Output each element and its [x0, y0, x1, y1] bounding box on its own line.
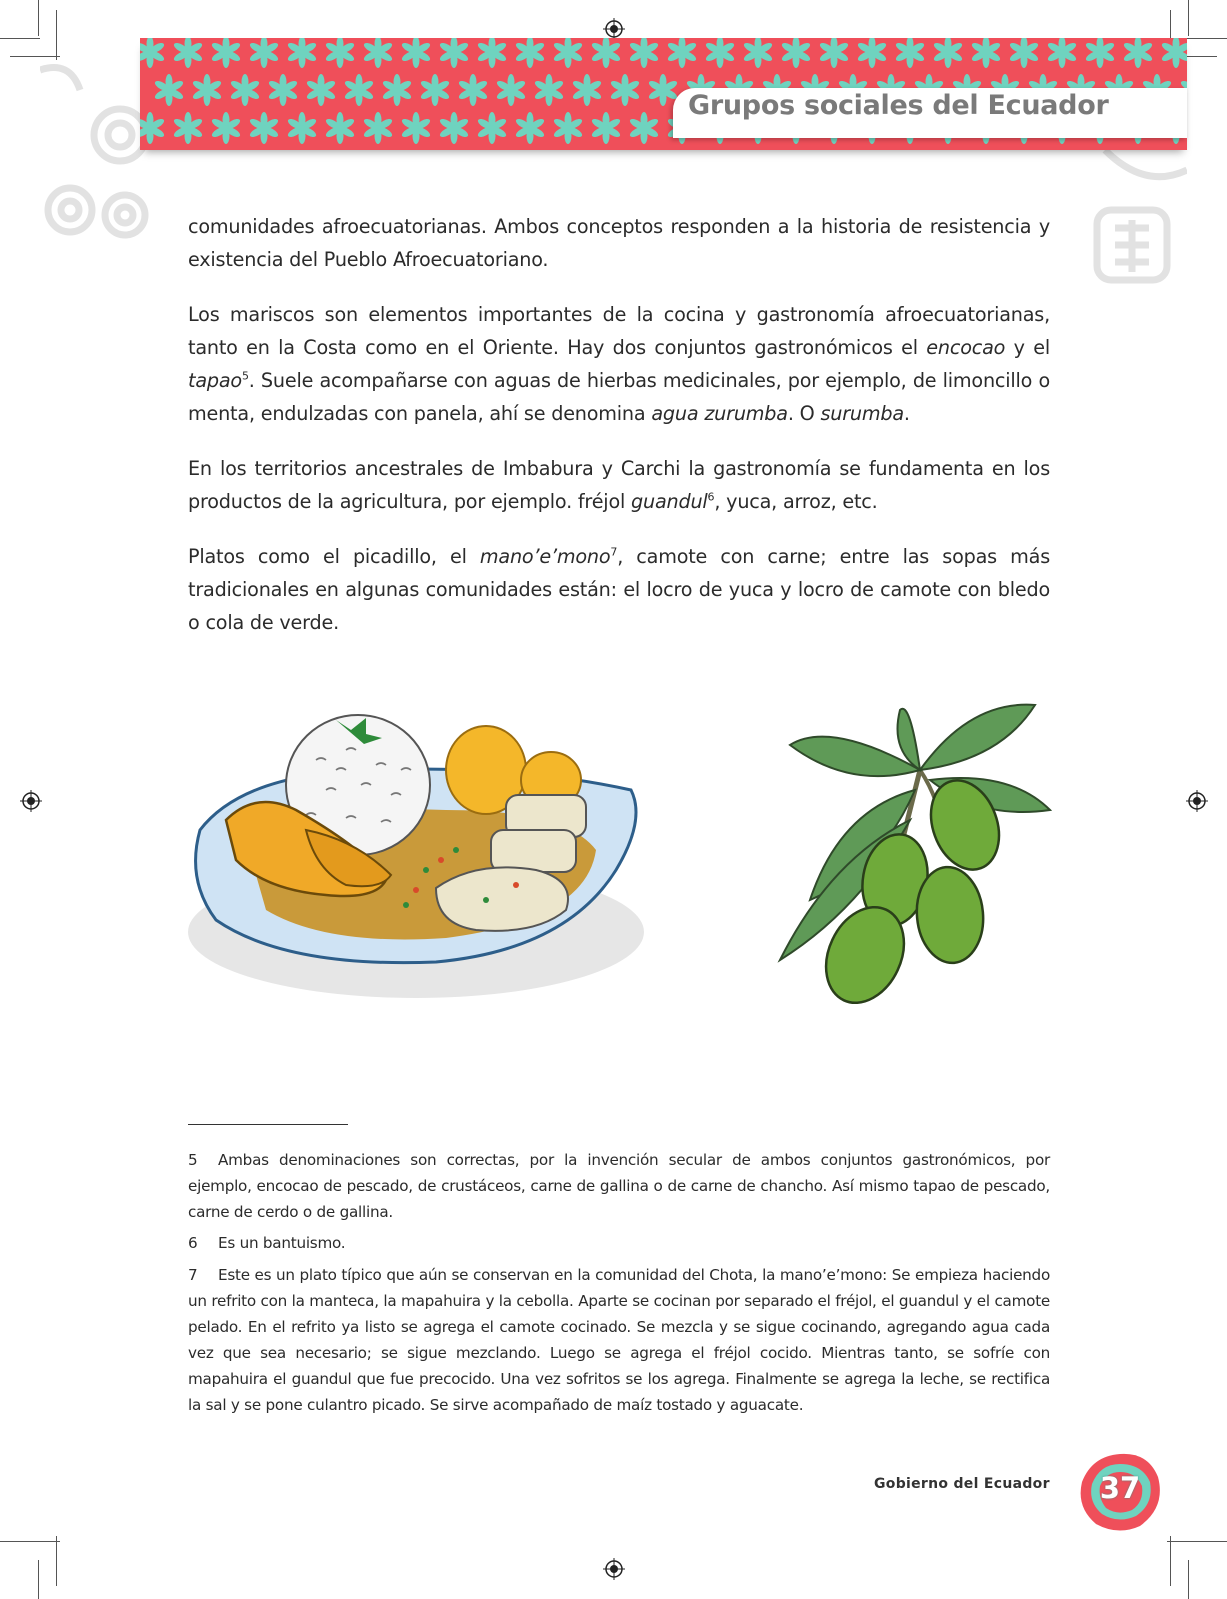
italic-term: agua zurumba: [651, 402, 788, 425]
paragraph-text: . Suele acompañarse con aguas de hierbas medicinales, por ejemplo, de limoncillo o menta, endulzadas con panela, ahí se denomina: [188, 369, 1050, 425]
italic-term: tapao: [188, 369, 242, 392]
footnote-rule: [188, 1124, 348, 1125]
paragraph-text: comunidades afroecuatorianas. Ambos conceptos responden a la historia de resistencia y existencia del Pueblo Afroecuatoriano.: [188, 215, 1050, 271]
footnote-ref: 7: [610, 545, 618, 559]
footnote-number: 5: [188, 1151, 198, 1169]
paragraph-text: , camote con carne; entre las sopas más tradicionales en algunas comunidades están: el locro de yuca y locro de camote con bledo o cola de verde.: [188, 545, 1051, 634]
crop-mark: [1187, 38, 1227, 39]
footnote-5: [188, 1147, 1050, 1225]
paragraph-text: , yuca, arroz, etc.: [714, 490, 878, 513]
avocado-branch-illustration: [770, 700, 1060, 1030]
crop-mark: [1170, 1536, 1171, 1586]
crop-mark: [1167, 1541, 1217, 1542]
crop-mark: [10, 1541, 60, 1542]
crop-mark: [1188, 1560, 1189, 1599]
paragraph-text: . O: [787, 402, 821, 425]
italic-term: encocao: [926, 336, 1006, 359]
paragraph-text: En los territorios ancestrales de Imbabura y Carchi la gastronomía se fundamenta en los productos de la agricultura, por ejemplo. fréjol: [188, 457, 1050, 513]
swirl-ornament-icon: [40, 40, 150, 250]
registration-mark-icon: [603, 18, 625, 40]
footnote-7: [188, 1262, 1050, 1418]
footnote-number: 6: [188, 1234, 198, 1252]
registration-mark-icon: [1186, 790, 1208, 812]
swirl-ornament-icon: [1085, 150, 1187, 290]
crop-mark: [1188, 0, 1189, 36]
paragraph-text: Los mariscos son elementos importantes de la cocina y gastronomía afroecuatorianas, tanto en la Costa como en el Oriente. Hay dos conjuntos gastronómicos el: [188, 303, 1050, 359]
paragraph-3: [188, 452, 1050, 518]
italic-term: surumba: [820, 402, 904, 425]
crop-mark: [0, 38, 40, 39]
footnote-6: [188, 1230, 1050, 1256]
registration-mark-icon: [603, 1558, 625, 1580]
crop-mark: [38, 1560, 39, 1599]
paragraph-text: Platos como el picadillo, el: [188, 545, 480, 568]
paragraph-2: [188, 298, 1050, 430]
footnote-ref: 5: [241, 369, 249, 383]
page-title: Grupos sociales del Ecuador: [688, 90, 1109, 121]
footnote-text: Es un bantuismo.: [218, 1234, 346, 1252]
food-plate-illustration: [186, 710, 656, 1000]
footnote-text: Este es un plato típico que aún se conservan en la comunidad del Chota, la mano’e’mono: Se empieza haciendo un refrito con la manteca, la mapahuira y la cebolla. Aparte se cocinan por separado el fréjol, el guandul y el camote pelado. En el refrito ya listo se agrega el camote cocinado. Se mezcla y se sigue cocinando, agregando agua cada vez que sea necesario; se sigue mezclando. Luego se agrega el fréjol cocido. Mientras tanto, se sofríe con mapahuira el guandul que fue precocido. Una vez sofritos se los agrega. Finalmente se agrega la leche, se rectifica la sal y se pone culantro picado. Se sirve acompañado de maíz tostado y aguacate.: [188, 1266, 1050, 1414]
publisher-label: Gobierno del Ecuador: [874, 1476, 1050, 1492]
page-number: 37: [1099, 1471, 1141, 1505]
italic-term: guandul: [631, 490, 708, 513]
registration-mark-icon: [20, 790, 42, 812]
footnote-number: 7: [188, 1266, 198, 1284]
crop-mark: [56, 1536, 57, 1586]
italic-term: mano’e’mono: [479, 545, 611, 568]
paragraph-text: y el: [1005, 336, 1050, 359]
paragraph-text: .: [903, 402, 910, 425]
paragraph-4: [188, 540, 1050, 639]
footnote-text: Ambas denominaciones son correctas, por la invención secular de ambos conjuntos gastronómicos, por ejemplo, encocao de pescado, de crustáceos, carne de gallina o de carne de chancho. Así mismo tapao de pescado, carne de cerdo o de gallina.: [188, 1151, 1050, 1221]
paragraph-1: [188, 210, 1050, 276]
footnote-ref: 6: [707, 490, 715, 504]
crop-mark: [38, 0, 39, 36]
